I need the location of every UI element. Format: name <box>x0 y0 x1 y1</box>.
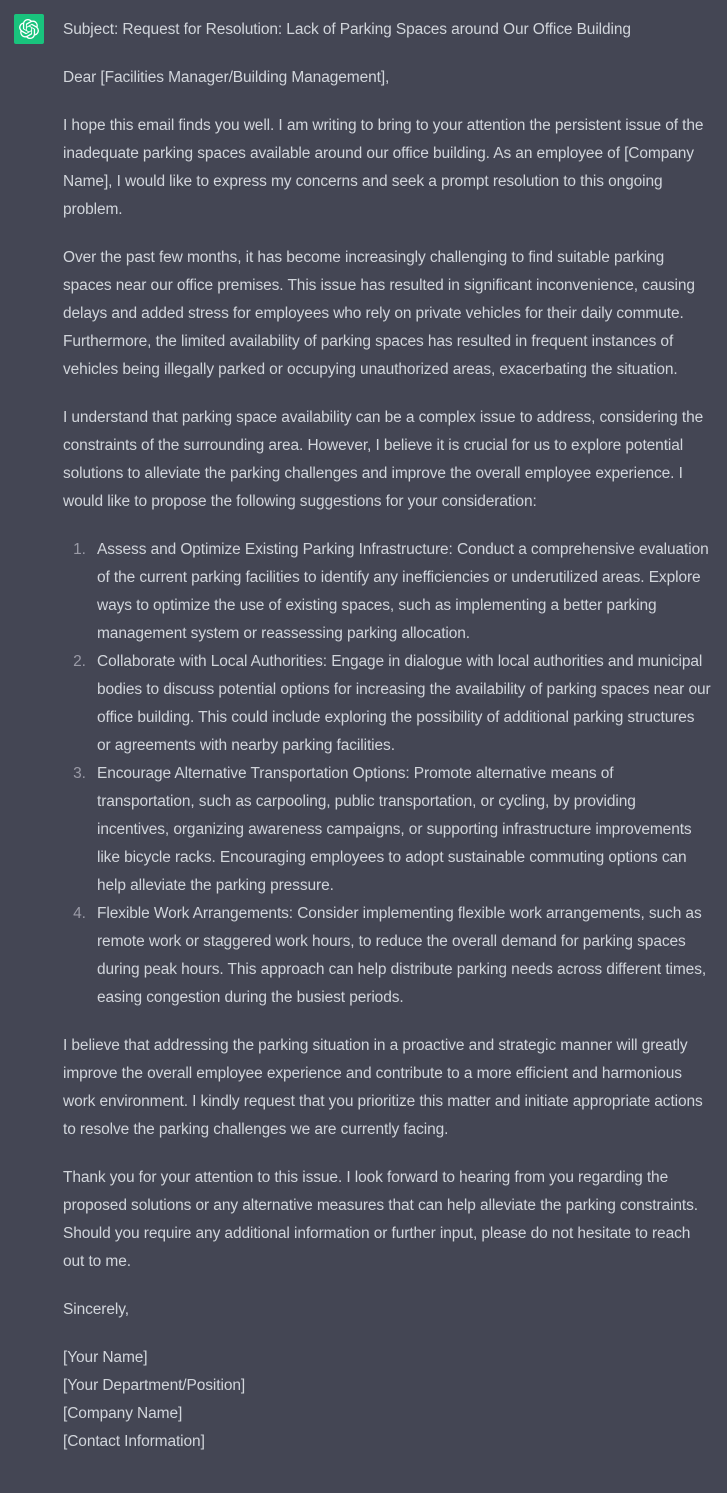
suggestion-item: 1. Assess and Optimize Existing Parking Infrastructure: Conduct a comprehensive evaluation of the current parking facilities to identify any inefficiencies or underutilized areas. Explore ways to optimize the use of existing spaces, such as implementing a better parking management system or reassessing parking allocation. <box>90 536 711 648</box>
email-paragraph: Over the past few months, it has become increasingly challenging to find suitable parking spaces near our office premises. This issue has resulted in significant inconvenience, causing delays and added stress for employees who rely on private vehicles for their daily commute. Furthermore, the limited availability of parking spaces has resulted in frequent instances of vehicles being illegally parked or occupying unauthorized areas, exacerbating the situation. <box>63 249 695 378</box>
openai-logo-icon <box>19 19 39 39</box>
signature-line: [Contact Information] <box>63 1433 205 1450</box>
suggestion-item: 3. Encourage Alternative Transportation Options: Promote alternative means of transportation, such as carpooling, public transportation, or cycling, by providing incentives, organizing awareness campaigns, or supporting infrastructure improvements like bicycle racks. Encouraging employees to adopt sustainable commuting options can help alleviate the parking pressure. <box>90 760 711 900</box>
suggestion-item: 2. Collaborate with Local Authorities: Engage in dialogue with local authorities and municipal bodies to discuss potential options for increasing the availability of parking spaces near our office building. This could include exploring the possibility of additional parking structures or agreements with nearby parking facilities. <box>90 648 711 760</box>
signature-line: [Your Name] <box>63 1349 148 1366</box>
assistant-avatar <box>14 14 44 44</box>
email-greeting: Dear [Facilities Manager/Building Management], <box>63 69 390 86</box>
suggestion-item: 4. Flexible Work Arrangements: Consider implementing flexible work arrangements, such as remote work or staggered work hours, to reduce the overall demand for parking spaces during peak hours. This approach can help distribute parking needs across different times, easing congestion during the busiest periods. <box>90 900 711 1012</box>
email-signature-block <box>63 1344 711 1456</box>
suggestions-list <box>63 536 711 1012</box>
email-paragraph: I understand that parking space availability can be a complex issue to address, considering the constraints of the surrounding area. However, I believe it is crucial for us to explore potential solutions to alleviate the parking challenges and improve the overall employee experience. I would like to propose the following suggestions for your consideration: <box>63 409 704 510</box>
email-subject-line: Subject: Request for Resolution: Lack of Parking Spaces around Our Office Building <box>63 21 631 38</box>
email-paragraph: Thank you for your attention to this issue. I look forward to hearing from you regarding the proposed solutions or any alternative measures that can help alleviate the parking constraints. Should you require any additional information or further input, please do not hesitate to reach out to me. <box>63 1169 698 1270</box>
message-content <box>63 13 711 1456</box>
signature-line: [Your Department/Position] <box>63 1377 246 1394</box>
email-paragraph: I hope this email finds you well. I am writing to bring to your attention the persistent issue of the inadequate parking spaces available around our office building. As an employee of [Company Name], I would like to express my concerns and seek a prompt resolution to this ongoing problem. <box>63 117 704 218</box>
signature-line: [Company Name] <box>63 1405 183 1422</box>
email-sign-off: Sincerely, <box>63 1301 129 1318</box>
email-paragraph: I believe that addressing the parking situation in a proactive and strategic manner will greatly improve the overall employee experience and contribute to a more efficient and harmonious work environment. I kindly request that you prioritize this matter and initiate appropriate actions to resolve the parking challenges we are currently facing. <box>63 1037 703 1138</box>
